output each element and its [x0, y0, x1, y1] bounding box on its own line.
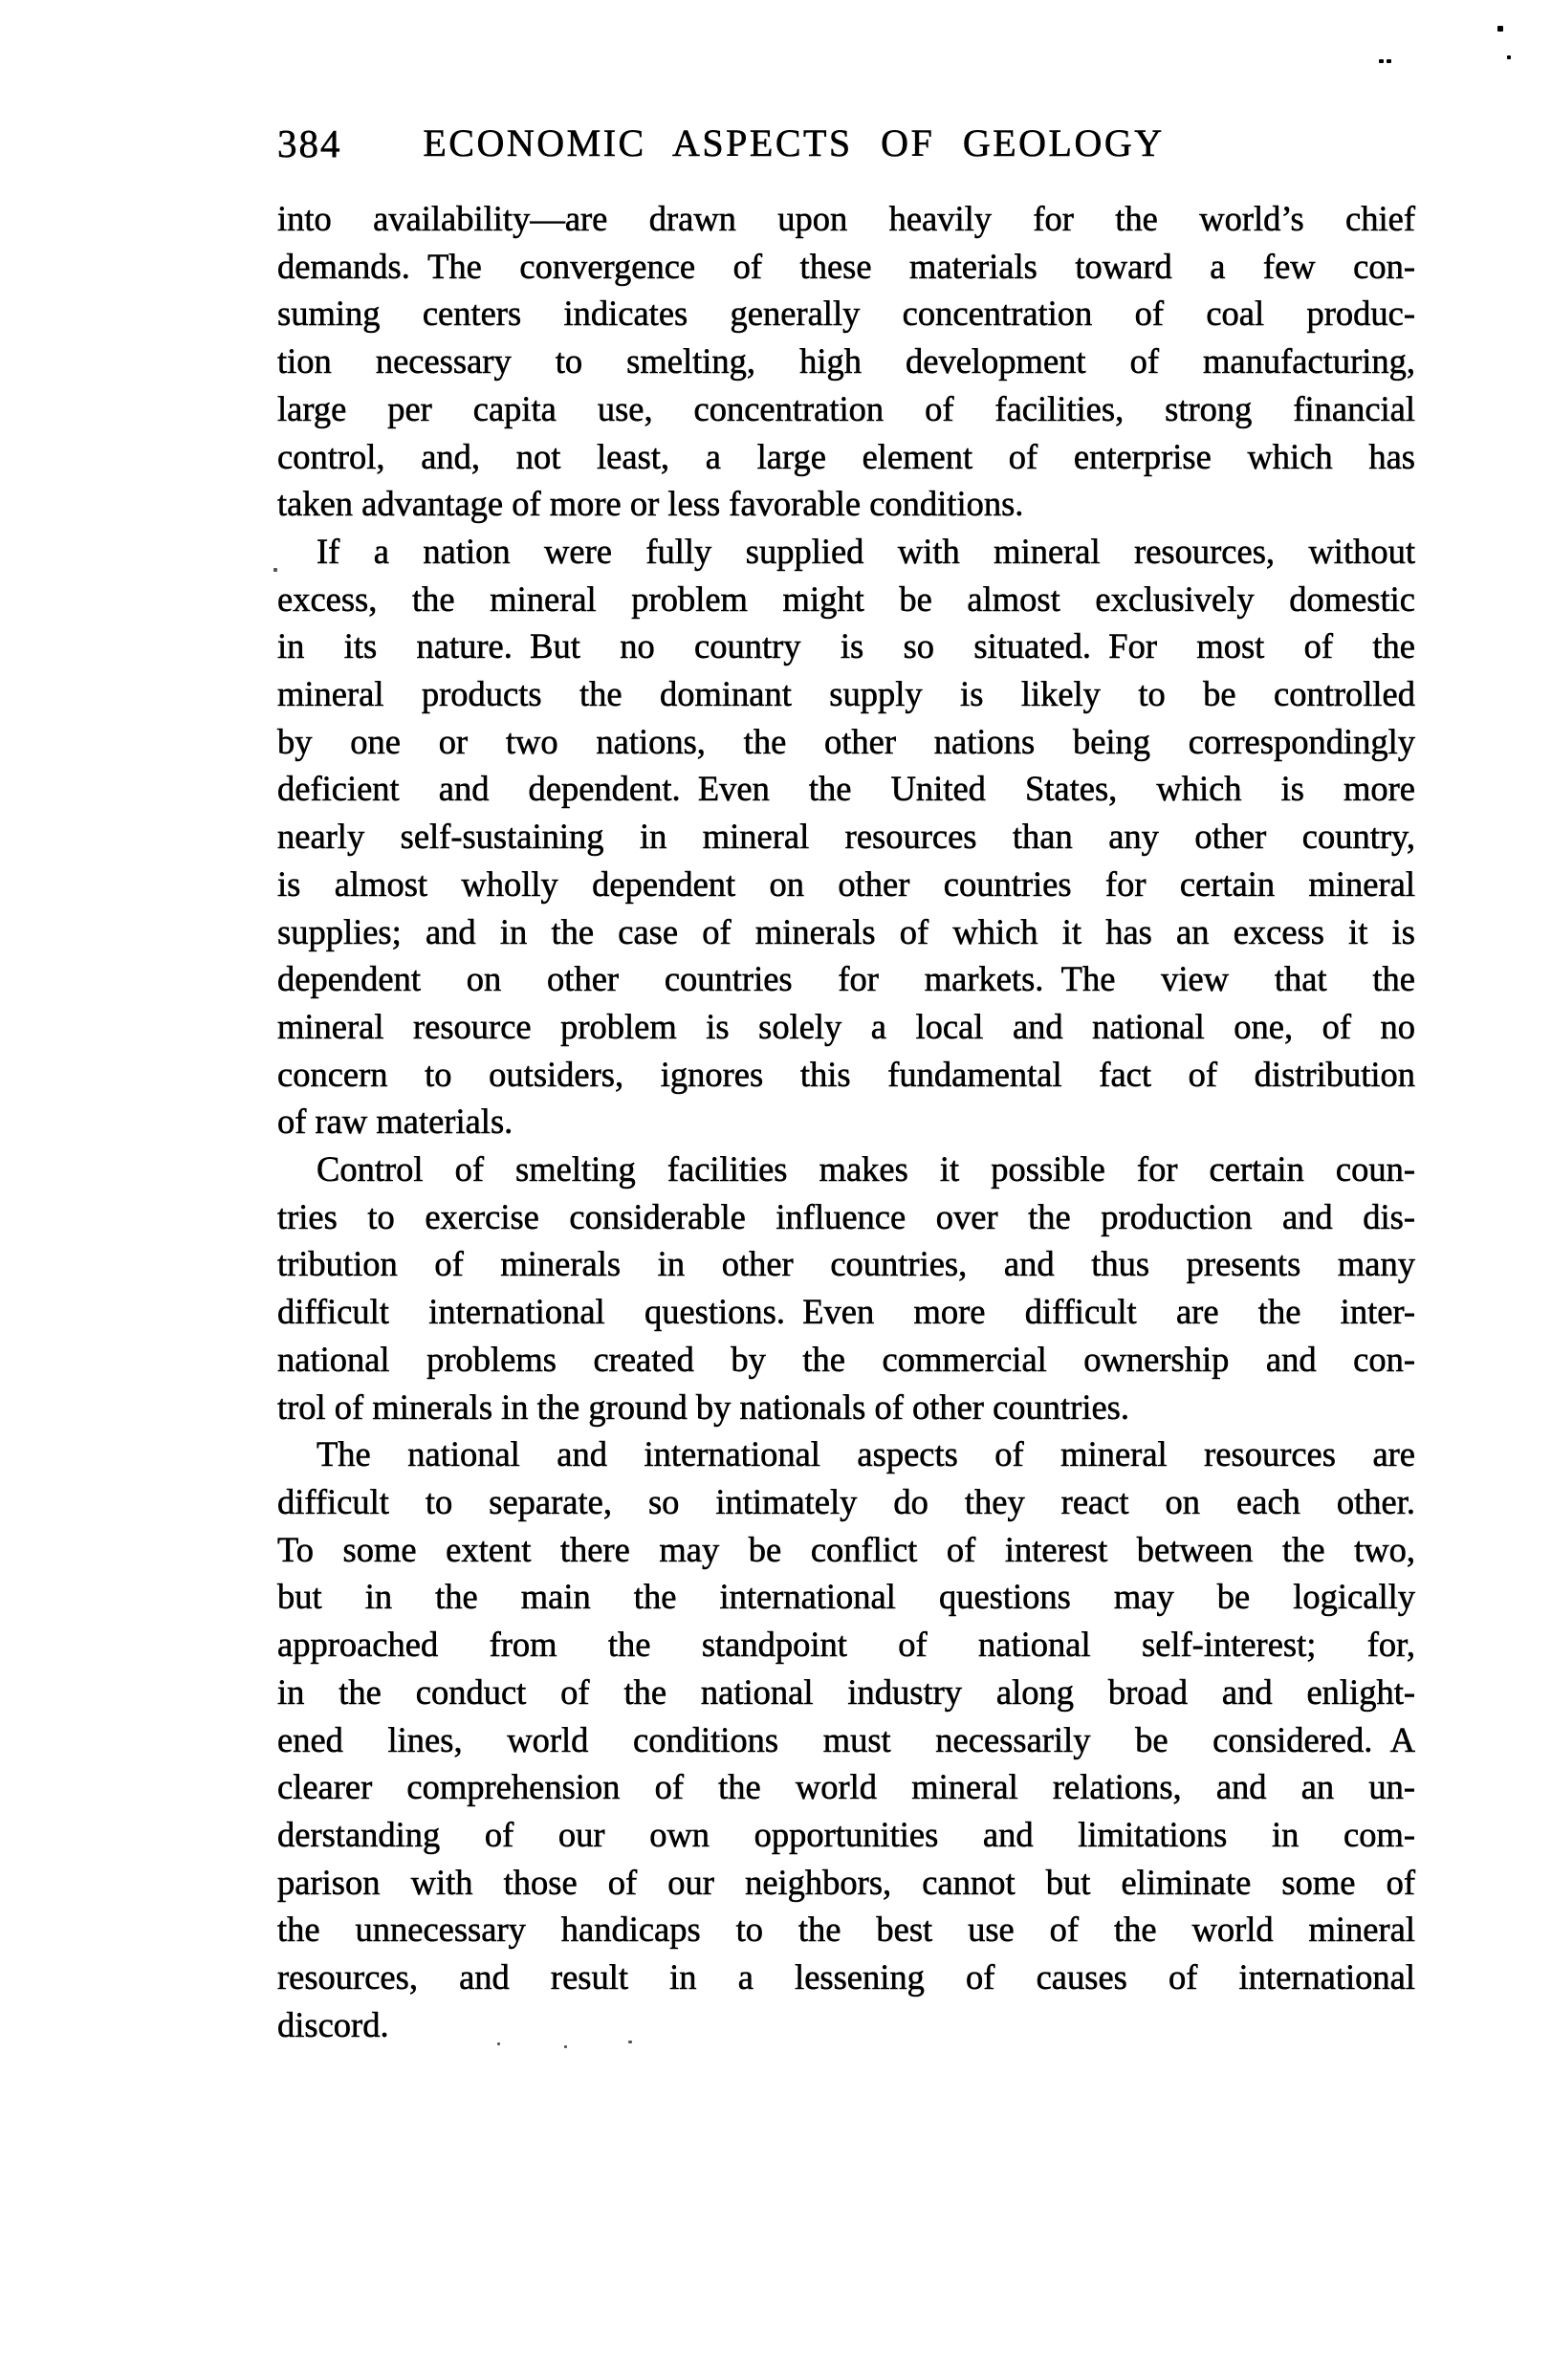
page-header: [277, 120, 1415, 166]
text-line: into availability—are drawn upon heavily for the world’s chief: [277, 199, 1415, 238]
text-line: tries to exercise considerable influence over the production and dis-: [277, 1196, 1415, 1236]
text-line: To some extent there may be conflict of interest between the two,: [277, 1529, 1415, 1569]
text-line: suming centers indicates generally concentration of coal produc-: [277, 294, 1415, 334]
scan-speck: [564, 2045, 567, 2048]
text-line: clearer comprehension of the world mineral relations, and an un-: [277, 1767, 1415, 1807]
text-line: taken advantage of more or less favorable conditions.: [277, 484, 1024, 524]
text-line: deficient and dependent. Even the United States, which is more: [277, 769, 1415, 809]
page-number: 384: [277, 121, 342, 165]
text-line: derstanding of our own opportunities and limitations in com-: [277, 1814, 1415, 1854]
text-line: large per capita use, concentration of facilities, strong financial: [277, 388, 1415, 428]
text-line: of raw materials.: [277, 1102, 513, 1142]
text-line: supplies; and in the case of minerals of which it has an excess it is: [277, 911, 1415, 951]
text-line: tribution of minerals in other countries, and thus presents many: [277, 1244, 1415, 1284]
text-line: in its nature. But no country is so situated. For most of the: [277, 626, 1415, 666]
text-line: is almost wholly dependent on other countries for certain mineral: [277, 863, 1415, 904]
text-line: mineral products the dominant supply is likely to be controlled: [277, 674, 1415, 714]
text-line: Control of smelting facilities makes it possible for certain coun-: [317, 1149, 1415, 1190]
text-line: The national and international aspects of mineral resources are: [317, 1434, 1415, 1474]
scan-speck: [1379, 59, 1384, 63]
text-line: approached from the standpoint of national self-interest; for,: [277, 1625, 1415, 1665]
text-line: national problems created by the commercial ownership and con-: [277, 1339, 1415, 1379]
body-text: [277, 195, 1415, 2048]
text-line: concern to outsiders, ignores this fundamental fact of distribution: [277, 1054, 1415, 1094]
paragraph: [277, 195, 1415, 528]
scan-speck: [273, 568, 277, 572]
text-line: dependent on other countries for markets. The view that the: [277, 959, 1415, 999]
text-line: mineral resource problem is solely a local and national one, of no: [277, 1006, 1415, 1046]
paragraph: [277, 1430, 1415, 2048]
text-line: difficult international questions. Even more difficult are the inter-: [277, 1292, 1415, 1332]
text-line: If a nation were fully supplied with mineral resources, without: [317, 531, 1415, 571]
scan-speck: [1387, 59, 1391, 63]
text-line: excess, the mineral problem might be almost exclusively domestic: [277, 579, 1415, 619]
text-line: ened lines, world conditions must necessarily be considered. A: [277, 1719, 1415, 1759]
text-line: tion necessary to smelting, high development of manufacturing,: [277, 341, 1415, 382]
text-line: resources, and result in a lessening of causes of international: [277, 1957, 1415, 1998]
scan-speck: [1507, 55, 1511, 59]
text-line: in the conduct of the national industry along broad and enlight-: [277, 1671, 1415, 1712]
text-line: by one or two nations, the other nations being correspondingly: [277, 721, 1415, 761]
paragraph: [277, 1146, 1415, 1430]
text-line: discord.: [277, 2004, 389, 2044]
text-line: but in the main the international questions may be logically: [277, 1577, 1415, 1617]
text-line: trol of minerals in the ground by nationals of other countries.: [277, 1387, 1130, 1427]
paragraph: [277, 528, 1415, 1146]
scan-speck: [497, 2042, 500, 2045]
scan-speck: [1497, 26, 1503, 32]
running-title: ECONOMIC ASPECTS OF GEOLOGY: [423, 121, 1165, 164]
text-line: the unnecessary handicaps to the best use of the world mineral: [277, 1910, 1415, 1950]
text-line: demands. The convergence of these materials toward a few con-: [277, 246, 1415, 286]
text-line: nearly self-sustaining in mineral resources than any other country,: [277, 817, 1415, 857]
text-line: parison with those of our neighbors, cannot but eliminate some of: [277, 1862, 1415, 1902]
text-line: control, and, not least, a large element of enterprise which has: [277, 436, 1415, 476]
scan-speck: [628, 2041, 632, 2043]
text-line: difficult to separate, so intimately do they react on each other.: [277, 1481, 1415, 1521]
